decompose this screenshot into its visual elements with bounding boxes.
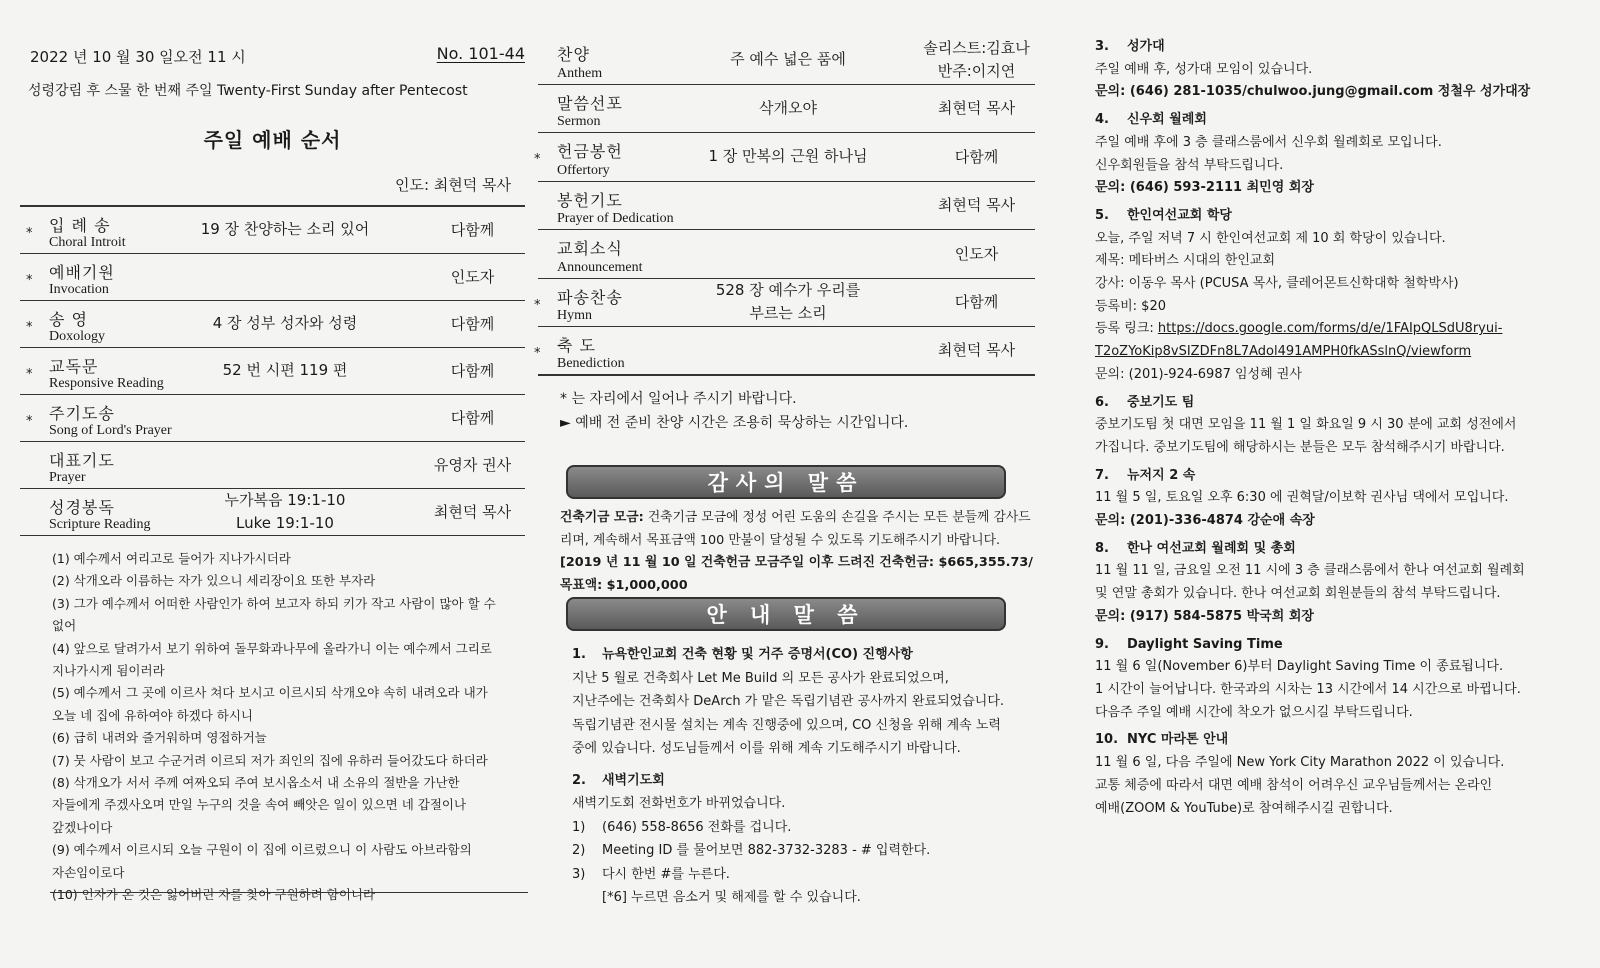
liturgical-subtitle: 성령강림 후 스물 한 번째 주일 Twenty-First Sunday after Pentecost xyxy=(28,83,468,99)
service-date: 2022 년 10 월 30 일오전 11 시 xyxy=(30,48,246,66)
notice-line: 독립기념관 전시물 설치는 계속 진행중에 있으며, CO 신청을 위해 계속 노력 xyxy=(572,717,1001,733)
order-row xyxy=(538,230,1035,279)
notice-line: 제목: 메타버스 시대의 한인교회 xyxy=(1095,253,1276,269)
order-item-korean: 교독문 xyxy=(49,357,99,376)
notice-line: 가집니다. 중보기도팀에 해당하시는 분들은 모두 참석해주시기 바랍니다. xyxy=(1095,439,1505,455)
verse-line: 자들에게 주겠사오며 만일 누구의 것을 속여 빼앗은 일이 있으면 네 갑절이나 xyxy=(52,797,467,813)
notice-step xyxy=(572,886,1042,910)
verse-line: 오늘 네 집에 유하여야 하겠다 하시니 xyxy=(52,707,253,723)
standing-mark: * xyxy=(26,367,33,382)
registration-link[interactable]: T2oZYoKip8vSIZDFn8L7Adol491AMPH0fkASslnQ/viewform xyxy=(1095,344,1472,360)
order-row xyxy=(20,301,525,348)
order-item-content: 삭개오야 xyxy=(759,98,817,117)
notice-line: 예배(ZOOM & YouTube)로 참여해주시길 권합니다. xyxy=(1095,800,1393,816)
notice-title: 뉴욕한인교회 건축 현황 및 거주 증명서(CO) 진행사항 xyxy=(602,647,913,662)
order-item-leader: 최현덕 목사 xyxy=(433,502,512,521)
order-item-leader: 최현덕 목사 xyxy=(937,341,1016,359)
order-item-korean: 봉헌기도 xyxy=(557,190,623,210)
verse-line: (1) 예수께서 여리고로 들어가 지나가시더라 xyxy=(52,551,291,566)
registration-link[interactable]: https://docs.google.com/forms/d/e/1FAIpQLSdU8ryui- xyxy=(1157,321,1503,337)
order-item-content: 1 장 만복의 근원 하나님 xyxy=(708,147,868,166)
verse-line: 갚겠나이다 xyxy=(52,819,113,835)
order-row xyxy=(20,395,525,442)
verse-line: (7) 뭇 사람이 보고 수군거려 이르되 저가 죄인의 집에 유하러 들어갔도다 하더라 xyxy=(52,752,488,768)
order-item-english: Sermon xyxy=(557,114,601,129)
notice-number: 9. xyxy=(1095,636,1109,652)
verse-line: (5) 예수께서 그 곳에 이르사 쳐다 보시고 이르시되 삭개오야 속히 내려오라 내가 xyxy=(52,685,488,701)
notice-heading xyxy=(1095,36,1585,59)
order-row xyxy=(20,254,525,301)
order-title: 주일 예배 순서 xyxy=(203,128,342,152)
order-item-leader: 솔리스트:김효나 반주:이지연 xyxy=(923,39,1030,80)
order-item-content xyxy=(160,395,410,441)
notice-step xyxy=(572,863,1042,887)
thanks-label: 건축기금 모금: xyxy=(560,510,644,525)
notice-heading xyxy=(1095,634,1585,657)
order-item-english: Offertory xyxy=(557,162,610,178)
order-item-korean: 파송찬송 xyxy=(557,287,623,307)
notice-line: 지난주에는 건축회사 DeArch 가 맡은 독립기념관 공사까지 완료되었습니다. xyxy=(572,694,1005,709)
notice-line: 강사: 이동우 목사 (PCUSA 목사, 클레어몬트신학대학 철학박사) xyxy=(1095,276,1459,292)
notice-line: 11 월 5 일, 토요일 오후 6:30 에 권혁달/이보학 권사님 댁에서 모입니다. xyxy=(1095,490,1509,506)
step-number: 1) xyxy=(572,819,586,835)
notice-line: 신우회원들을 참석 부탁드립니다. xyxy=(1095,157,1284,173)
order-of-worship-table-2 xyxy=(534,36,1035,376)
notice-number: 8. xyxy=(1095,540,1109,556)
scripture-verses xyxy=(52,548,530,907)
order-row xyxy=(534,133,1035,182)
verse-line: (4) 앞으로 달려가서 보기 위하여 돌무화과나무에 올라가니 이는 예수께서 그리로 xyxy=(52,640,492,656)
thanks-text xyxy=(560,507,1035,597)
contact-line: 문의: (201)-336-4874 강순애 속장 xyxy=(1095,513,1315,529)
notice-number: 4. xyxy=(1095,112,1109,128)
order-item-content xyxy=(658,230,918,278)
order-row xyxy=(538,182,1035,231)
verse-line: (9) 예수께서 이르시되 오늘 구원이 이 집에 이르렀으니 이 사람도 아브라함의 xyxy=(52,842,472,858)
order-item-content xyxy=(160,442,410,488)
notice-heading xyxy=(1095,465,1585,488)
order-item-korean: 대표기도 xyxy=(49,451,115,470)
verse-line: (10) 인자가 온 것은 잃어버린 자를 찾아 구원하려 함이니라 xyxy=(52,887,376,903)
notices-list-middle xyxy=(572,643,1042,910)
notice-line: 1 시간이 늘어납니다. 한국과의 시차는 13 시간에서 14 시간으로 바뀝니다. xyxy=(1095,681,1521,697)
step-number: 2) xyxy=(572,843,586,858)
order-item-leader: 인도자 xyxy=(954,244,999,263)
notice-line: 등록비: $20 xyxy=(1095,298,1166,314)
order-item-korean: 송 영 xyxy=(49,310,88,329)
note-line: * 는 자리에서 일어나 주시기 바랍니다. xyxy=(560,391,797,407)
notice-line: 및 연말 총회가 있습니다. 한나 여선교회 회원분들의 참석 부탁드립니다. xyxy=(1095,586,1501,602)
order-item-korean: 찬양 xyxy=(557,45,590,64)
notice-line: 11 월 11 일, 금요일 오전 11 시에 3 층 클래스룸에서 한나 여선교회 월례회 xyxy=(1095,563,1525,579)
order-item-english: Benediction xyxy=(557,355,625,371)
order-item-korean: 예배기원 xyxy=(49,263,115,282)
bottom-divider xyxy=(50,892,528,893)
issue-number: No. 101-44 xyxy=(436,44,525,63)
order-item-english: Invocation xyxy=(49,282,109,297)
order-item-english: Scripture Reading xyxy=(49,517,151,532)
step-number: 3) xyxy=(572,866,586,882)
verse-line: (6) 급히 내려와 즐거워하며 영접하거늘 xyxy=(52,730,267,746)
order-item-english: Song of Lord's Prayer xyxy=(49,423,172,438)
contact-line: 문의: (646) 281-1035/chulwoo.jung@gmail.com 정철우 성가대장 xyxy=(1095,84,1531,100)
verse-line: 지나가시게 됨이러라 xyxy=(52,663,165,679)
notice-line: 11 월 6 일, 다음 주일에 New York City Marathon 2022 이 있습니다. xyxy=(1095,755,1505,771)
notice-title: 뉴저지 2 속 xyxy=(1127,467,1196,483)
order-item-korean: 헌금봉헌 xyxy=(557,142,623,161)
order-item-english: Anthem xyxy=(557,65,603,81)
order-row xyxy=(20,442,525,489)
verse-line: (8) 삭개오가 서서 주께 여짜오되 주여 보시옵소서 내 소유의 절반을 가난한 xyxy=(52,775,460,791)
notice-heading xyxy=(1095,205,1585,228)
order-row xyxy=(20,489,525,536)
order-item-leader: 다함께 xyxy=(450,408,495,427)
notices-list-right xyxy=(1095,36,1585,820)
notice-title: 새벽기도회 xyxy=(602,772,665,788)
order-item-content: 528 장 예수가 우리를 부르는 소리 xyxy=(715,281,861,323)
notice-step xyxy=(572,816,1042,840)
order-item-english: Doxology xyxy=(49,329,105,344)
notice-line: 새벽기도회 전화번호가 바뀌었습니다. xyxy=(572,796,786,811)
notice-number: 10. xyxy=(1095,732,1119,748)
order-row xyxy=(534,279,1035,328)
service-notes xyxy=(560,387,908,435)
order-item-leader: 인도자 xyxy=(450,267,495,286)
order-row xyxy=(534,327,1035,376)
link-label: 등록 링크: xyxy=(1095,321,1158,337)
order-item-content: 4 장 성부 성자와 성령 xyxy=(212,314,358,333)
order-item-content: 52 번 시편 119 편 xyxy=(222,361,348,380)
notice-title: 한인여선교회 학당 xyxy=(1127,207,1232,223)
order-row xyxy=(20,207,525,254)
order-item-content: 19 장 찬양하는 소리 있어 xyxy=(200,220,370,239)
notice-line: 주일 예배 후, 성가대 모임이 있습니다. xyxy=(1095,61,1313,77)
order-item-english: Prayer of Dedication xyxy=(557,211,674,226)
order-item-leader: 다함께 xyxy=(954,147,999,166)
order-row xyxy=(538,36,1035,85)
notice-line: 문의: (201)-924-6987 임성혜 권사 xyxy=(1095,366,1302,382)
step-text: 다시 한번 #를 누른다. xyxy=(602,866,730,882)
order-item-korean: 성경봉독 xyxy=(49,498,115,517)
standing-mark: * xyxy=(26,414,33,429)
order-item-english: Hymn xyxy=(557,308,592,323)
notice-line: 중보기도팀 첫 대면 모임을 11 월 1 일 화요일 9 시 30 분에 교회 성전에서 xyxy=(1095,417,1517,433)
notice-number: 3. xyxy=(1095,39,1109,54)
thanks-amount: [2019 년 11 월 10 일 건축헌금 모금주일 이후 드려진 건축헌금: $665,355.73/목표액: $1,000,000 xyxy=(560,555,1033,593)
standing-mark: * xyxy=(26,273,33,288)
notice-number: 7. xyxy=(1095,467,1109,483)
registration-link-line xyxy=(1095,318,1585,341)
order-item-leader: 최현덕 목사 xyxy=(937,196,1016,214)
order-item-korean: 교회소식 xyxy=(557,239,623,258)
order-item-leader: 유영자 권사 xyxy=(433,455,512,474)
contact-line: 문의: (646) 593-2111 최민영 회장 xyxy=(1095,180,1314,196)
order-item-english: Choral Introit xyxy=(49,235,126,250)
notice-line: 주일 예배 후에 3 층 클래스룸에서 신우회 월례회로 모입니다. xyxy=(1095,134,1442,150)
step-text: (646) 558-8656 전화를 겁니다. xyxy=(602,819,792,835)
notice-heading xyxy=(1095,109,1585,132)
notice-title: 성가대 xyxy=(1127,39,1165,54)
notice-line: 교통 체증에 따라서 대면 예배 참석이 어려우신 교우님들께서는 온라인 xyxy=(1095,777,1493,793)
notice-number: 5. xyxy=(1095,207,1109,223)
order-item-korean: 말씀선포 xyxy=(557,93,623,113)
verse-line: 없어 xyxy=(52,618,77,634)
standing-mark: * xyxy=(26,226,33,241)
order-item-english: Announcement xyxy=(557,259,643,275)
notice-line: 중에 있습니다. 성도님들께서 이를 위해 계속 기도해주시기 바랍니다. xyxy=(572,741,961,756)
verse-line: 자손임이로다 xyxy=(52,864,125,880)
order-item-content xyxy=(160,254,410,300)
order-row xyxy=(20,348,525,395)
notice-heading xyxy=(572,643,1042,667)
notice-number: 6. xyxy=(1095,394,1109,410)
registration-link-line xyxy=(1095,341,1585,364)
order-item-leader: 다함께 xyxy=(450,314,495,333)
order-item-korean: 입 례 송 xyxy=(49,216,111,235)
order-item-leader: 다함께 xyxy=(954,293,999,311)
step-text: [*6] 누르면 음소거 및 해제를 할 수 있습니다. xyxy=(602,890,861,905)
thanks-body: 건축기금 모금에 정성 어린 도움의 손길을 주시는 모든 분들께 감사드리며, 계속해서 목표금액 100 만불이 달성될 수 있도록 기도해주시기 바랍니다. xyxy=(560,510,1031,548)
notice-title: 중보기도 팀 xyxy=(1127,394,1195,410)
notice-title: 한나 여선교회 월례회 및 총회 xyxy=(1127,540,1296,556)
thanks-banner: 감사의 말씀 xyxy=(566,465,1006,499)
order-item-content: 누가복음 19:1-10 Luke 19:1-10 xyxy=(224,490,346,532)
contact-line: 문의: (917) 584-5875 박국희 회장 xyxy=(1095,608,1314,624)
standing-mark: * xyxy=(534,297,541,313)
order-of-worship-table-1 xyxy=(20,205,525,536)
notice-heading xyxy=(1095,538,1585,561)
notice-title: Daylight Saving Time xyxy=(1127,636,1283,652)
order-item-content: 주 예수 넓은 품에 xyxy=(730,50,846,69)
step-text: Meeting ID 를 물어보면 882-3732-3283 - # 입력한다. xyxy=(602,843,931,858)
order-item-korean: 주기도송 xyxy=(49,404,115,423)
notice-line: 11 월 6 일(November 6)부터 Daylight Saving Time 이 종료됩니다. xyxy=(1095,659,1504,675)
order-item-english: Responsive Reading xyxy=(49,376,164,391)
order-item-content xyxy=(658,182,918,230)
standing-mark: * xyxy=(534,152,541,167)
order-row xyxy=(538,85,1035,134)
notice-heading xyxy=(1095,392,1585,415)
verse-line: (2) 삭개오라 이름하는 자가 있으니 세리장이요 또한 부자라 xyxy=(52,573,376,589)
order-item-english: Prayer xyxy=(49,470,86,485)
notice-heading xyxy=(1095,729,1585,752)
notice-title: 신우회 월례회 xyxy=(1127,112,1207,128)
notice-heading xyxy=(572,769,1042,793)
notice-number: 1. xyxy=(572,647,586,662)
notice-line: 다음주 주일 예배 시간에 착오가 없으시길 부탁드립니다. xyxy=(1095,704,1413,720)
notice-title: NYC 마라톤 안내 xyxy=(1127,732,1229,748)
notices-banner: 안 내 말 씀 xyxy=(566,597,1006,631)
order-item-korean: 축 도 xyxy=(557,336,596,355)
order-item-leader: 다함께 xyxy=(450,220,495,239)
notice-number: 2. xyxy=(572,772,586,788)
service-leader: 인도: 최현덕 목사 xyxy=(394,176,511,194)
order-item-content xyxy=(658,327,918,374)
order-item-leader: 다함께 xyxy=(450,361,495,380)
notice-line: 지난 5 월로 건축회사 Let Me Build 의 모든 공사가 완료되었으며, xyxy=(572,670,949,686)
notice-line: 오늘, 주일 저녁 7 시 한인여선교회 제 10 회 학당이 있습니다. xyxy=(1095,230,1446,246)
notice-step xyxy=(572,839,1042,863)
order-item-leader: 최현덕 목사 xyxy=(937,99,1016,117)
note-line: ► 예배 전 준비 찬양 시간은 조용히 묵상하는 시간입니다. xyxy=(560,415,909,431)
verse-line: (3) 그가 예수께서 어떠한 사람인가 하여 보고자 하되 키가 작고 사람이 많아 할 수 xyxy=(52,595,496,611)
standing-mark: * xyxy=(26,320,33,335)
standing-mark: * xyxy=(534,346,541,361)
